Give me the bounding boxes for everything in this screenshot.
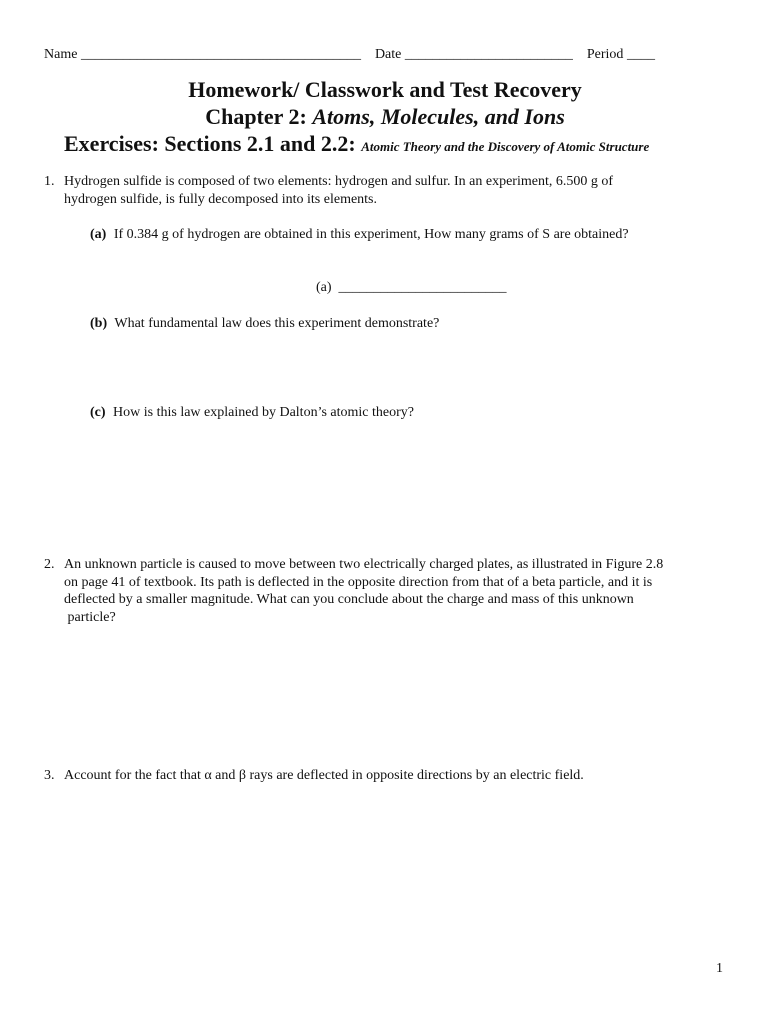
- question-1b-label: (b): [90, 316, 108, 331]
- question-1-line-1: Hydrogen sulfide is composed of two elements: hydrogen and sulfur. In an experiment, 6.500 g of: [64, 174, 613, 189]
- chapter-name: Atoms, Molecules, and Ions: [312, 104, 565, 129]
- chapter-prefix: Chapter 2:: [205, 104, 313, 129]
- question-2-line-1: An unknown particle is caused to move between two electrically charged plates, as illustrated in Figure 2.8: [64, 557, 664, 572]
- question-1a: [90, 227, 629, 243]
- exercises-main: Exercises: Sections 2.1 and 2.2:: [64, 131, 362, 156]
- student-info-line: [44, 47, 655, 63]
- exercises-title: [64, 131, 649, 157]
- answer-1a-label: (a): [316, 280, 332, 295]
- question-1b-text: What fundamental law does this experiment demonstrate?: [114, 316, 440, 331]
- question-1c-label: (c): [90, 405, 106, 420]
- answer-1a: [316, 280, 507, 296]
- page-title: Homework/ Classwork and Test Recovery: [188, 77, 582, 102]
- question-1b: [90, 316, 439, 332]
- name-label: Name: [44, 47, 78, 62]
- question-2-line-3: deflected by a smaller magnitude. What can you conclude about the charge and mass of this unknown: [64, 592, 634, 607]
- answer-1a-blank[interactable]: ________________________: [338, 280, 507, 295]
- question-1c-text: How is this law explained by Dalton’s atomic theory?: [113, 405, 414, 420]
- date-blank[interactable]: ________________________: [404, 47, 573, 62]
- question-1c: [90, 405, 414, 421]
- question-3-text: [64, 767, 724, 785]
- page-number: 1: [716, 961, 723, 976]
- chapter-title: [0, 104, 770, 130]
- question-2-number: 2.: [44, 557, 55, 572]
- exercises-subtitle: Atomic Theory and the Discovery of Atomic Structure: [361, 139, 650, 154]
- name-blank[interactable]: ________________________________________: [80, 47, 361, 62]
- period-blank[interactable]: ____: [626, 47, 655, 62]
- question-1-text: [64, 173, 724, 208]
- question-3-number: 3.: [44, 768, 55, 783]
- period-label: Period: [586, 47, 624, 62]
- question-2-text: [64, 556, 724, 626]
- question-1a-label: (a): [90, 227, 107, 242]
- question-1a-text: If 0.384 g of hydrogen are obtained in this experiment, How many grams of S are obtained?: [113, 227, 629, 242]
- question-1-number: 1.: [44, 174, 55, 189]
- date-label: Date: [374, 47, 402, 62]
- question-2-line-2: on page 41 of textbook. Its path is deflected in the opposite direction from that of a beta particle, and it is: [64, 574, 653, 590]
- question-1-line-2: hydrogen sulfide, is fully decomposed into its elements.: [64, 191, 378, 207]
- question-3-line-1: Account for the fact that α and β rays are deflected in opposite directions by an electric field.: [64, 768, 584, 783]
- question-2-line-4: particle?: [64, 609, 116, 625]
